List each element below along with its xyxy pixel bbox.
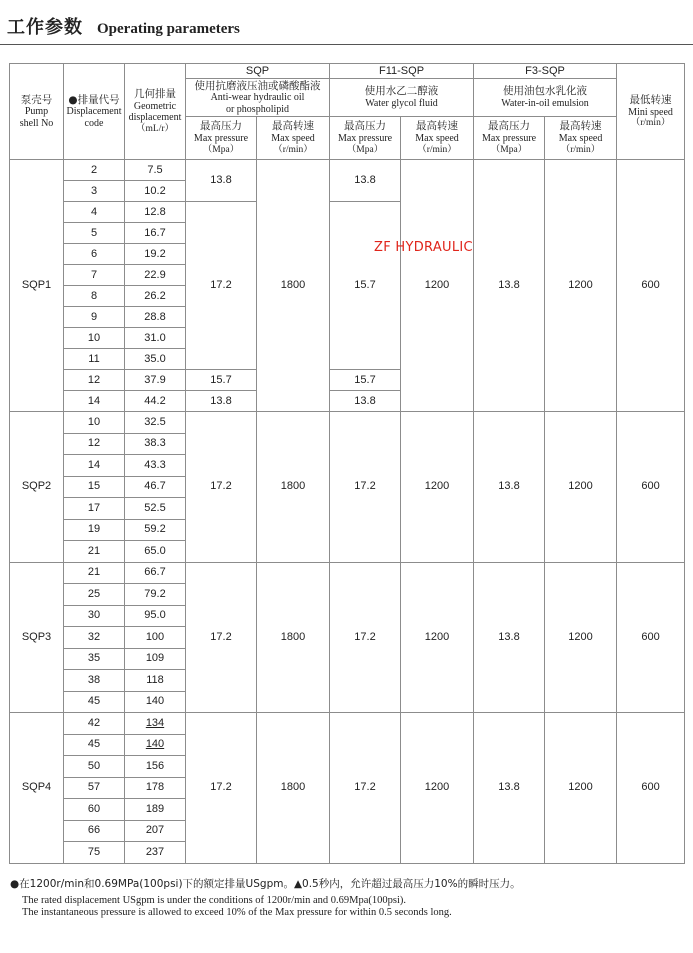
displacement-code-cell: 21	[64, 562, 125, 584]
sqp3-f3-max-speed: 1200	[545, 562, 617, 713]
displacement-value-cell: 35.0	[125, 349, 186, 370]
sqp2-f11-max-speed: 1200	[401, 412, 474, 563]
displacement-code-cell: 50	[64, 756, 125, 778]
header-f11-max-speed: 最高转速 Max speed （r/min）	[401, 117, 474, 160]
header-f11-max-pressure: 最高压力 Max pressure （Mpa）	[330, 117, 401, 160]
sqp1-f11-pressure-12: 15.7	[330, 370, 401, 391]
sqp1-sqp-pressure-low: 13.8	[186, 160, 257, 202]
group-f11-sqp: F11-SQP	[330, 64, 474, 79]
sqp3-f3-max-pressure: 13.8	[474, 562, 545, 713]
header-geometric-displacement: 几何排量 Geometric displacement （mL/r）	[125, 64, 186, 160]
displacement-value-cell: 37.9	[125, 370, 186, 391]
displacement-code-cell: 57	[64, 777, 125, 799]
displacement-value-cell: 178	[125, 777, 186, 799]
header-row-groups	[10, 64, 685, 79]
displacement-code-cell: 12	[64, 370, 125, 391]
title-chinese: 工作参数	[7, 17, 83, 38]
displacement-value-cell: 12.8	[125, 202, 186, 223]
sqp1-sqp-max-speed: 1800	[257, 160, 330, 412]
sqp4-sqp-max-speed: 1800	[257, 713, 330, 864]
sqp4-mini-speed: 600	[617, 713, 685, 864]
displacement-value-cell: 134	[125, 713, 186, 735]
sqp2-mini-speed: 600	[617, 412, 685, 563]
header-sqp-max-pressure: 最高压力 Max pressure （Mpa）	[186, 117, 257, 160]
sqp-fluid-description: 使用抗磨液压油或磷酸酯液 Anti-wear hydraulic oil or phospholipid	[186, 79, 330, 117]
sqp3-f11-max-pressure: 17.2	[330, 562, 401, 713]
sqp2-f3-max-pressure: 13.8	[474, 412, 545, 563]
displacement-code-cell: 75	[64, 842, 125, 864]
displacement-code-cell: 4	[64, 202, 125, 223]
displacement-value-cell: 237	[125, 842, 186, 864]
sqp1-f11-pressure-low: 13.8	[330, 160, 401, 202]
displacement-code-cell: 21	[64, 541, 125, 563]
operating-parameters-table	[9, 63, 685, 864]
watermark-text: ZF HYDRAULIC	[374, 240, 473, 255]
displacement-code-cell: 42	[64, 713, 125, 735]
displacement-code-cell: 3	[64, 181, 125, 202]
displacement-code-cell: 66	[64, 820, 125, 842]
displacement-value-cell: 10.2	[125, 181, 186, 202]
sqp2-sqp-max-speed: 1800	[257, 412, 330, 563]
model-sqp4: SQP4	[10, 713, 64, 864]
displacement-code-cell: 10	[64, 328, 125, 349]
footnotes	[10, 876, 690, 919]
sqp1-sqp-pressure-14: 13.8	[186, 391, 257, 412]
displacement-value-cell: 189	[125, 799, 186, 821]
displacement-code-cell: 9	[64, 307, 125, 328]
sqp4-f11-max-speed: 1200	[401, 713, 474, 864]
displacement-value-cell: 7.5	[125, 160, 186, 181]
table-row	[10, 412, 685, 434]
header-mini-speed: 最低转速 Mini speed （r/min）	[617, 64, 685, 160]
sqp4-f3-max-speed: 1200	[545, 713, 617, 864]
note-english-2: The instantaneous pressure is allowed to exceed 10% of the Max pressure for within 0.5 seconds long.	[22, 907, 452, 918]
sqp1-sqp-pressure-12: 15.7	[186, 370, 257, 391]
group-sqp: SQP	[186, 64, 330, 79]
sqp4-f11-max-pressure: 17.2	[330, 713, 401, 864]
displacement-code-cell: 7	[64, 265, 125, 286]
displacement-value-cell: 118	[125, 670, 186, 692]
sqp3-mini-speed: 600	[617, 562, 685, 713]
displacement-value-cell: 65.0	[125, 541, 186, 563]
displacement-code-cell: 2	[64, 160, 125, 181]
header-f3-max-speed: 最高转速 Max speed （r/min）	[545, 117, 617, 160]
displacement-value-cell: 38.3	[125, 433, 186, 455]
f11-fluid-description: 使用水乙二醇液 Water glycol fluid	[330, 79, 474, 117]
header-f3-max-pressure: 最高压力 Max pressure （Mpa）	[474, 117, 545, 160]
sqp2-sqp-max-pressure: 17.2	[186, 412, 257, 563]
sqp1-mini-speed: 600	[617, 160, 685, 412]
displacement-value-cell: 19.2	[125, 244, 186, 265]
displacement-value-cell: 207	[125, 820, 186, 842]
displacement-value-cell: 31.0	[125, 328, 186, 349]
note-chinese: ●在1200r/min和0.69MPa(100psi)下的额定排量USgpm。▲0.5秒内，允许超过最高压力10%的瞬时压力。	[10, 878, 521, 890]
sqp4-f3-max-pressure: 13.8	[474, 713, 545, 864]
displacement-code-cell: 11	[64, 349, 125, 370]
displacement-value-cell: 95.0	[125, 605, 186, 627]
sqp2-f11-max-pressure: 17.2	[330, 412, 401, 563]
note-english-1: The rated displacement USgpm is under the conditions of 1200r/min and 0.69Mpa(100psi).	[22, 895, 407, 906]
displacement-code-cell: 5	[64, 223, 125, 244]
displacement-code-cell: 35	[64, 648, 125, 670]
displacement-value-cell: 59.2	[125, 519, 186, 541]
title-divider	[0, 44, 693, 45]
displacement-value-cell: 28.8	[125, 307, 186, 328]
displacement-value-cell: 44.2	[125, 391, 186, 412]
sqp3-sqp-max-pressure: 17.2	[186, 562, 257, 713]
title-english: Operating parameters	[97, 21, 240, 37]
header-displacement-code: ●排量代号 Displacement code	[64, 64, 125, 160]
displacement-value-cell: 26.2	[125, 286, 186, 307]
displacement-code-cell: 45	[64, 734, 125, 756]
header-sqp-max-speed: 最高转速 Max speed （r/min）	[257, 117, 330, 160]
sqp1-f3-max-pressure: 13.8	[474, 160, 545, 412]
displacement-value-cell: 109	[125, 648, 186, 670]
displacement-code-cell: 19	[64, 519, 125, 541]
displacement-code-cell: 30	[64, 605, 125, 627]
sqp3-sqp-max-speed: 1800	[257, 562, 330, 713]
displacement-value-cell: 43.3	[125, 455, 186, 477]
displacement-code-cell: 45	[64, 691, 125, 713]
displacement-code-cell: 14	[64, 391, 125, 412]
displacement-code-cell: 38	[64, 670, 125, 692]
f3-fluid-description: 使用油包水乳化液 Water-in-oil emulsion	[474, 79, 617, 117]
sqp1-f3-max-speed: 1200	[545, 160, 617, 412]
displacement-value-cell: 52.5	[125, 498, 186, 520]
displacement-code-cell: 8	[64, 286, 125, 307]
displacement-value-cell: 140	[125, 734, 186, 756]
header-pump-shell: 泵壳号 Pump shell No	[10, 64, 64, 160]
table-row	[10, 562, 685, 584]
displacement-code-cell: 12	[64, 433, 125, 455]
sqp4-sqp-max-pressure: 17.2	[186, 713, 257, 864]
displacement-value-cell: 22.9	[125, 265, 186, 286]
displacement-code-cell: 14	[64, 455, 125, 477]
displacement-code-cell: 25	[64, 584, 125, 606]
displacement-code-cell: 10	[64, 412, 125, 434]
displacement-code-cell: 17	[64, 498, 125, 520]
displacement-value-cell: 32.5	[125, 412, 186, 434]
displacement-value-cell: 140	[125, 691, 186, 713]
sqp1-f11-pressure-14: 13.8	[330, 391, 401, 412]
displacement-code-cell: 15	[64, 476, 125, 498]
displacement-value-cell: 16.7	[125, 223, 186, 244]
model-sqp3: SQP3	[10, 562, 64, 713]
displacement-code-cell: 60	[64, 799, 125, 821]
displacement-value-cell: 79.2	[125, 584, 186, 606]
sqp1-sqp-pressure-mid: 17.2	[186, 202, 257, 370]
table-row	[10, 160, 685, 181]
group-f3-sqp: F3-SQP	[474, 64, 617, 79]
table-row	[10, 713, 685, 735]
sqp2-f3-max-speed: 1200	[545, 412, 617, 563]
sqp1-f11-max-speed: 1200	[401, 160, 474, 412]
model-sqp1: SQP1	[10, 160, 64, 412]
displacement-code-cell: 32	[64, 627, 125, 649]
displacement-value-cell: 100	[125, 627, 186, 649]
model-sqp2: SQP2	[10, 412, 64, 563]
displacement-value-cell: 156	[125, 756, 186, 778]
sqp3-f11-max-speed: 1200	[401, 562, 474, 713]
displacement-value-cell: 66.7	[125, 562, 186, 584]
sqp1-f11-pressure-mid: 15.7	[330, 202, 401, 370]
displacement-code-cell: 6	[64, 244, 125, 265]
displacement-value-cell: 46.7	[125, 476, 186, 498]
page-title	[7, 13, 240, 37]
